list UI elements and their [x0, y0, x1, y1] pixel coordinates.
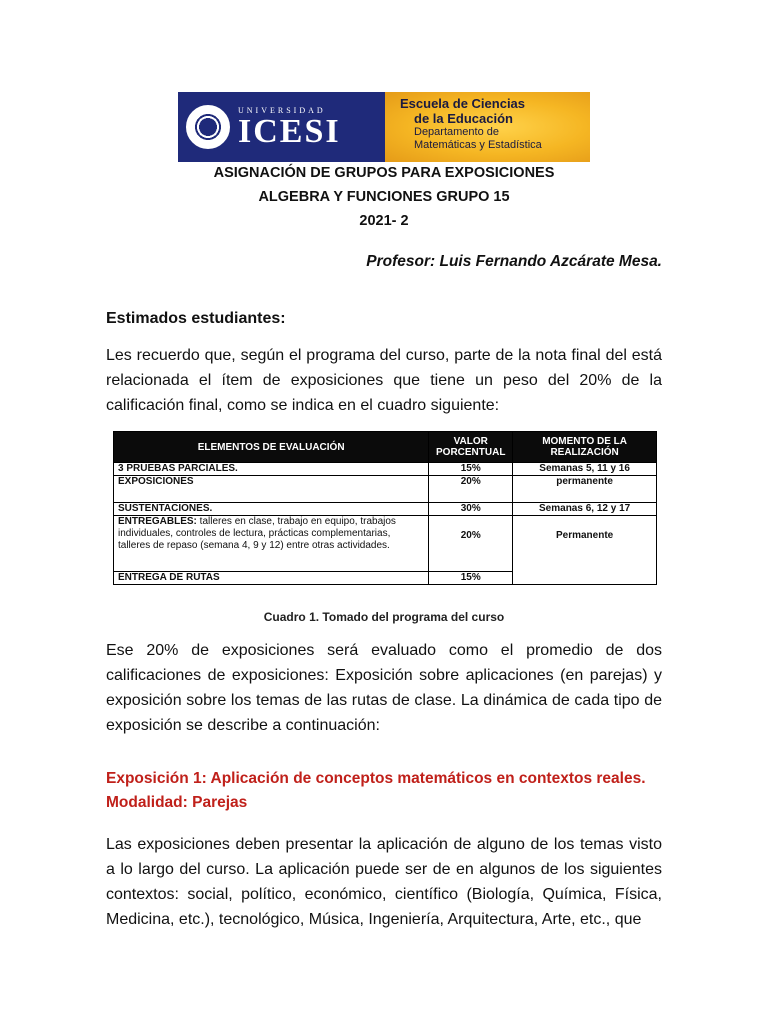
table-cell: EXPOSICIONES [114, 476, 429, 503]
intro-paragraph: Les recuerdo que, según el programa del curso, parte de la nota final del está relacionada el ítem de exposiciones que tiene un peso del 20% de la calificación final, como se indica en el cuadro siguiente: [106, 347, 662, 414]
evaluation-paragraph: Ese 20% de exposiciones será evaluado como el promedio de dos calificaciones de exposiciones: Exposición sobre aplicaciones (en parejas) y exposición sobre los temas de las rutas de clase. La dinámica de cada tipo de exposición se describe a continuación: [106, 642, 662, 734]
table-header-row [114, 432, 657, 463]
department-line1: Departamento de [414, 126, 499, 138]
table-header: ELEMENTOS DE EVALUACIÓN [114, 432, 429, 463]
course-title: ALGEBRA Y FUNCIONES GRUPO 15 [258, 189, 510, 205]
table-cell: Permanente [513, 516, 657, 585]
school-name-line2: de la Educación [414, 111, 513, 126]
banner-logo-area [178, 92, 385, 162]
table-cell [114, 516, 429, 572]
school-name-line1: Escuela de Ciencias [400, 96, 526, 111]
table-row [114, 476, 657, 503]
entregables-description: talleres en clase, trabajo en equipo, trabajos individuales, controles de lectura, prácticas complementarias, talleres de repaso (semana 4, 9 y 12) entre otras actividades. [118, 516, 396, 551]
table-row [114, 503, 657, 516]
university-name: ICESI [238, 112, 341, 150]
entregables-label: ENTREGABLES: [118, 516, 197, 527]
term-title: 2021- 2 [359, 213, 409, 229]
exposition-heading: Exposición 1: Aplicación de conceptos matemáticos en contextos reales. [106, 770, 646, 787]
department-line2: Matemáticas y Estadística [414, 139, 542, 151]
evaluation-table [113, 431, 657, 585]
document-title: ASIGNACIÓN DE GRUPOS PARA EXPOSICIONES [213, 165, 555, 181]
table-cell: 20% [429, 516, 513, 572]
school-area [385, 92, 590, 162]
table-cell: SUSTENTACIONES. [114, 503, 429, 516]
table-row [114, 463, 657, 476]
table-header: VALOR PORCENTUAL [429, 432, 513, 463]
university-label: UNIVERSIDAD [238, 105, 326, 115]
table-cell: Semanas 5, 11 y 16 [513, 463, 657, 476]
greeting: Estimados estudiantes: [106, 310, 286, 327]
table-cell: 30% [429, 503, 513, 516]
table-cell: 15% [429, 463, 513, 476]
table-cell: Semanas 6, 12 y 17 [513, 503, 657, 516]
table-cell: 15% [429, 572, 513, 585]
table-cell: 3 PRUEBAS PARCIALES. [114, 463, 429, 476]
table-row [114, 516, 657, 572]
exposition-paragraph: Las exposiciones deben presentar la aplicación de alguno de los temas visto a lo largo del curso. La aplicación puede ser de en algunos de los siguientes contextos: social, político, económico, científico (Biología, Química, Física, Medicina, etc.), tecnológico, Música, Ingeniería, Arquitectura, Arte, etc., que [106, 836, 662, 928]
table-cell: 20% [429, 476, 513, 503]
table-cell: ENTREGA DE RUTAS [114, 572, 429, 585]
table-cell: permanente [513, 476, 657, 503]
university-banner [178, 92, 590, 162]
professor-line: Profesor: Luis Fernando Azcárate Mesa. [366, 253, 662, 270]
university-seal-icon [186, 105, 230, 149]
table-header: MOMENTO DE LA REALIZACIÓN [513, 432, 657, 463]
modality-heading: Modalidad: Parejas [106, 794, 248, 811]
table-caption: Cuadro 1. Tomado del programa del curso [263, 610, 505, 624]
